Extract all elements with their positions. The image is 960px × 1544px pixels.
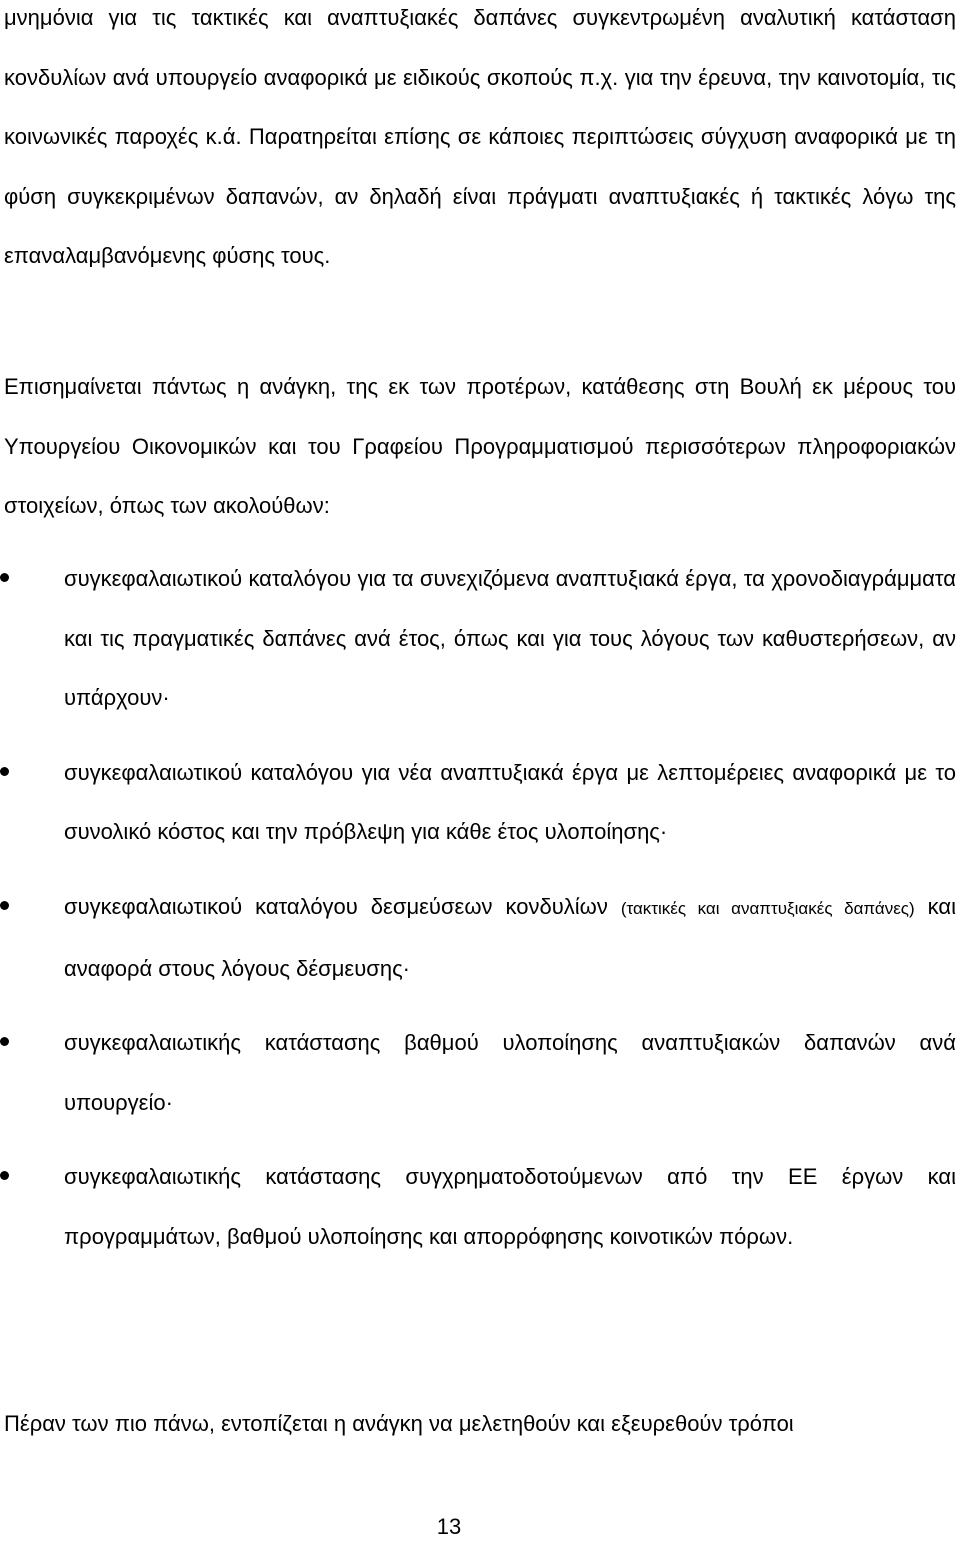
paragraph-closing: Πέραν των πιο πάνω, εντοπίζεται η ανάγκη να μελετηθούν και εξευρεθούν τρόποι bbox=[4, 1411, 794, 1436]
list-item: συγκεφαλαιωτικής κατάστασης συγχρηματοδοτούμενων από την ΕΕ έργων και προγραμμάτων, βαθμού υλοποίησης και απορρόφησης κοινοτικών πόρων. bbox=[0, 1147, 960, 1266]
list-item-small-text: (τακτικές και αναπτυξιακές δαπάνες) bbox=[620, 898, 915, 918]
bullet-list bbox=[0, 549, 960, 1267]
list-item: συγκεφαλαιωτικού καταλόγου για τα συνεχιζόμενα αναπτυξιακά έργα, τα χρονοδιαγράμματα και τις πραγματικές δαπάνες ανά έτος, όπως και για τους λόγους των καθυστερήσεων, αν υπάρχουν· bbox=[0, 549, 960, 728]
list-item-text: συγκεφαλαιωτικού καταλόγου δεσμεύσεων κονδυλίων bbox=[64, 893, 621, 919]
list-item: συγκεφαλαιωτικού καταλόγου για νέα αναπτυξιακά έργα με λεπτομέρειες αναφορικά με το συνολικό κόστος και την πρόβλεψη για κάθε έτος υλοποίησης· bbox=[0, 743, 960, 862]
list-item: συγκεφαλαιωτικής κατάστασης βαθμού υλοποίησης αναπτυξιακών δαπανών ανά υπουργείο· bbox=[0, 1013, 960, 1132]
paragraph-intro: μνημόνια για τις τακτικές και αναπτυξιακές δαπάνες συγκεντρωμένη αναλυτική κατάσταση κονδυλίων ανά υπουργείο αναφορικά με ειδικούς σκοπούς π.χ. για την έρευνα, την καινοτομία, τις κοινωνικές παροχές κ.ά. Παρατηρείται επίσης σε κάποιες περιπτώσεις σύγχυση αναφορικά με τη φύση συγκεκριμένων δαπανών, αν δηλαδή είναι πράγματι αναπτυξιακές ή τακτικές λόγω της επαναλαμβανόμενης φύσης τους. bbox=[4, 5, 956, 269]
page-number: 13 bbox=[436, 1514, 462, 1539]
list-item bbox=[0, 877, 960, 998]
list-item-text: και αναφορά στους λόγους δέσμευσης· bbox=[64, 893, 956, 981]
paragraph-recommendation: Επισημαίνεται πάντως η ανάγκη, της εκ των προτέρων, κατάθεσης στη Βουλή εκ μέρους του Υπουργείου Οικονομικών και του Γραφείου Προγραμματισμού περισσότερων πληροφοριακών στοιχείων, όπως των ακολούθων: bbox=[4, 374, 956, 519]
